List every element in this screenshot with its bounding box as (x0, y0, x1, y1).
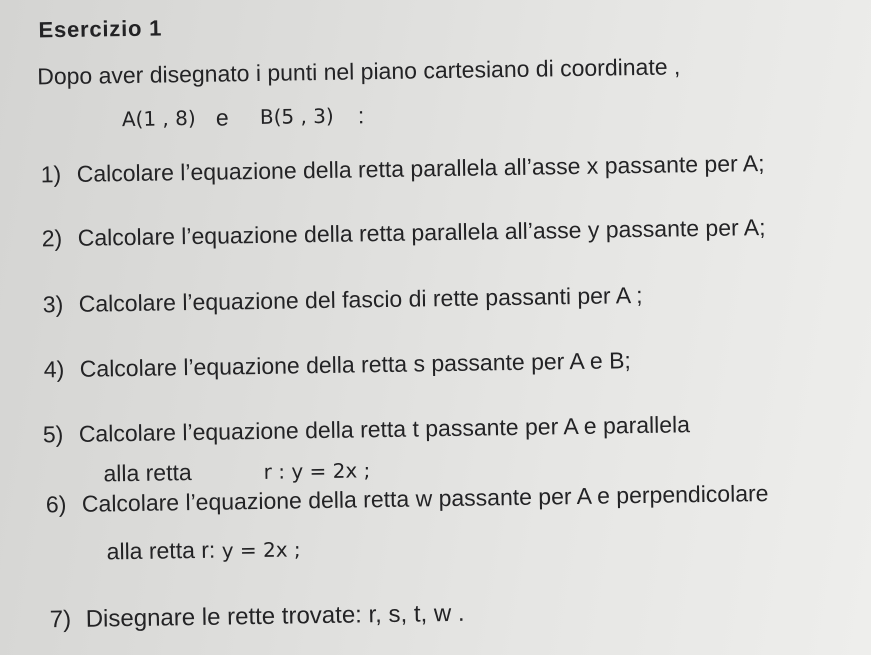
question-text: Calcolare l’equazione della retta t passante per A e parallela (78, 411, 691, 447)
question-text: Calcolare l’equazione della retta parallela all’asse x passante per A; (76, 150, 765, 187)
question-4 (44, 347, 631, 382)
question-3 (43, 282, 643, 317)
question-text: Calcolare l’equazione della retta s passante per A e B; (79, 347, 632, 382)
points-colon: : (357, 102, 365, 129)
question-6-continuation (106, 535, 300, 565)
question-1 (41, 150, 765, 187)
question-number: 3) (42, 291, 64, 318)
question-7 (50, 601, 465, 634)
point-a: A(1 , 8) (121, 105, 196, 132)
question-5 (43, 411, 691, 447)
line-r-equation: r : y = 2x ; (263, 458, 371, 484)
question-5-continuation (103, 456, 370, 487)
line-r-equation: y = 2x ; (221, 537, 301, 563)
question-number: 2) (41, 225, 63, 252)
question-number: 5) (42, 421, 64, 448)
question-continuation-label: alla retta (103, 459, 192, 487)
question-text: Calcolare l’equazione della retta parallela all’asse y passante per A; (77, 214, 766, 251)
question-number: 7) (49, 605, 72, 634)
question-text: Calcolare l’equazione della retta w passante per A e perpendicolare (81, 479, 769, 517)
question-2 (42, 214, 766, 251)
point-b: B(5 , 3) (259, 103, 334, 129)
question-number: 6) (45, 491, 67, 518)
exercise-title: Esercizio 1 (38, 15, 163, 43)
exercise-intro: Dopo aver disegnato i punti nel piano cartesiano di coordinate , (37, 53, 681, 90)
question-text: Calcolare l’equazione del fascio di rette passanti per A ; (78, 281, 643, 317)
question-text: Disegnare le rette trovate: r, s, t, w . (85, 599, 465, 633)
question-continuation-label: alla retta r: (106, 536, 216, 565)
points-connector: e (215, 104, 229, 131)
question-number: 1) (40, 161, 62, 188)
question-number: 4) (43, 356, 65, 383)
